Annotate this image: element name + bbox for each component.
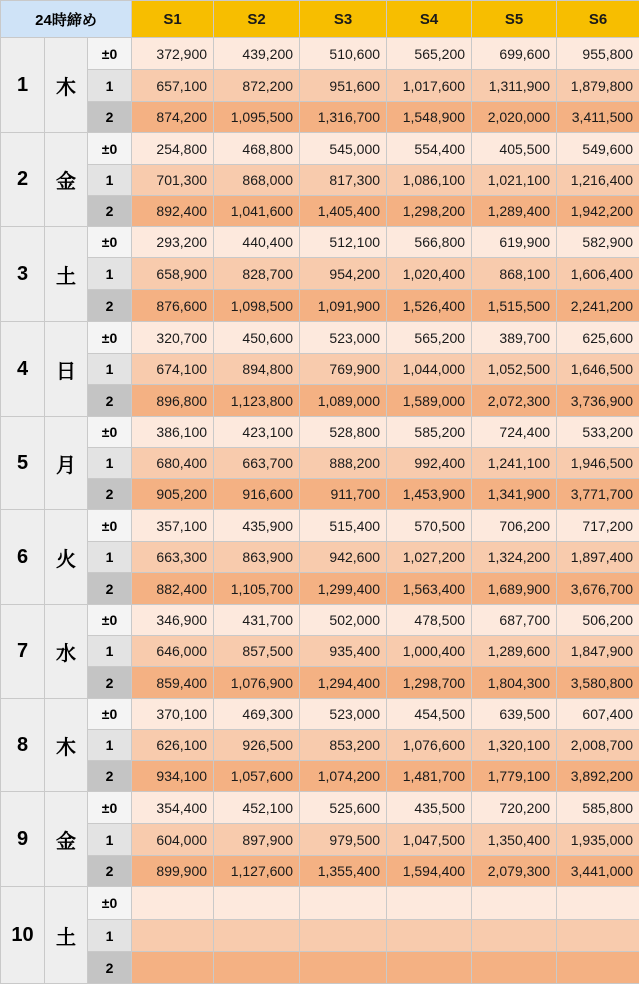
- table-row: [1, 417, 639, 448]
- level-label: ±0: [88, 133, 132, 165]
- value-cell: 717,200: [557, 510, 639, 542]
- value-cell: 868,000: [214, 165, 300, 196]
- level-label: 2: [88, 385, 132, 417]
- value-cell: 706,200: [472, 510, 557, 542]
- value-cell: 724,400: [472, 417, 557, 448]
- header-row: [1, 1, 639, 38]
- weekday-label: 水: [45, 605, 88, 699]
- value-cell: [214, 920, 300, 952]
- level-label: ±0: [88, 510, 132, 542]
- value-cell: 646,000: [132, 636, 214, 667]
- corner-label: 24時締め: [1, 1, 132, 38]
- column-header: S2: [214, 1, 300, 38]
- value-cell: [557, 887, 639, 920]
- value-cell: 1,350,400: [472, 824, 557, 856]
- value-cell: 1,316,700: [300, 102, 387, 133]
- value-cell: 2,241,200: [557, 290, 639, 322]
- table-row: [1, 887, 639, 920]
- value-cell: 1,779,100: [472, 761, 557, 792]
- value-cell: 254,800: [132, 133, 214, 165]
- table-row: [1, 542, 639, 573]
- value-cell: 1,086,100: [387, 165, 472, 196]
- value-cell: 1,324,200: [472, 542, 557, 573]
- value-cell: 1,879,800: [557, 70, 639, 102]
- value-cell: 1,076,900: [214, 667, 300, 699]
- value-cell: 1,017,600: [387, 70, 472, 102]
- value-cell: 626,100: [132, 730, 214, 761]
- value-cell: 1,606,400: [557, 258, 639, 290]
- table-row: [1, 38, 639, 70]
- value-cell: 863,900: [214, 542, 300, 573]
- value-cell: 769,900: [300, 354, 387, 385]
- value-cell: 1,946,500: [557, 448, 639, 479]
- value-cell: 1,563,400: [387, 573, 472, 605]
- value-cell: 876,600: [132, 290, 214, 322]
- day-number: 3: [1, 227, 45, 322]
- day-number: 8: [1, 699, 45, 792]
- value-cell: 2,072,300: [472, 385, 557, 417]
- value-cell: [557, 920, 639, 952]
- value-cell: [387, 952, 472, 984]
- table-row: [1, 510, 639, 542]
- value-cell: 3,411,500: [557, 102, 639, 133]
- value-cell: 955,800: [557, 38, 639, 70]
- level-label: 2: [88, 290, 132, 322]
- value-cell: 896,800: [132, 385, 214, 417]
- value-cell: 658,900: [132, 258, 214, 290]
- value-cell: [300, 952, 387, 984]
- table-row: [1, 165, 639, 196]
- weekday-label: 火: [45, 510, 88, 605]
- value-cell: 1,298,200: [387, 196, 472, 227]
- value-cell: 1,047,500: [387, 824, 472, 856]
- level-label: 2: [88, 952, 132, 984]
- value-cell: [387, 887, 472, 920]
- value-cell: 354,400: [132, 792, 214, 824]
- value-cell: 954,200: [300, 258, 387, 290]
- weekday-label: 土: [45, 887, 88, 984]
- value-cell: [557, 952, 639, 984]
- value-cell: 1,515,500: [472, 290, 557, 322]
- value-cell: 888,200: [300, 448, 387, 479]
- value-cell: 469,300: [214, 699, 300, 730]
- value-cell: 3,892,200: [557, 761, 639, 792]
- level-label: 1: [88, 165, 132, 196]
- table-row: [1, 699, 639, 730]
- value-cell: 663,700: [214, 448, 300, 479]
- value-cell: 435,900: [214, 510, 300, 542]
- value-cell: 1,689,900: [472, 573, 557, 605]
- value-cell: 619,900: [472, 227, 557, 258]
- value-cell: 625,600: [557, 322, 639, 354]
- level-label: ±0: [88, 322, 132, 354]
- value-cell: 1,105,700: [214, 573, 300, 605]
- table-row: [1, 70, 639, 102]
- day-number: 2: [1, 133, 45, 227]
- value-cell: 549,600: [557, 133, 639, 165]
- value-cell: 1,897,400: [557, 542, 639, 573]
- value-cell: 992,400: [387, 448, 472, 479]
- level-label: 2: [88, 479, 132, 510]
- value-cell: 1,298,700: [387, 667, 472, 699]
- value-cell: 868,100: [472, 258, 557, 290]
- table-row: [1, 227, 639, 258]
- value-cell: 1,589,000: [387, 385, 472, 417]
- value-cell: 440,400: [214, 227, 300, 258]
- value-cell: 454,500: [387, 699, 472, 730]
- value-cell: 2,008,700: [557, 730, 639, 761]
- value-cell: 1,481,700: [387, 761, 472, 792]
- value-cell: 566,800: [387, 227, 472, 258]
- value-cell: 1,091,900: [300, 290, 387, 322]
- value-cell: 439,200: [214, 38, 300, 70]
- value-cell: 386,100: [132, 417, 214, 448]
- column-header: S3: [300, 1, 387, 38]
- value-cell: 452,100: [214, 792, 300, 824]
- value-cell: 899,900: [132, 856, 214, 887]
- value-cell: 680,400: [132, 448, 214, 479]
- value-cell: 478,500: [387, 605, 472, 636]
- level-label: ±0: [88, 699, 132, 730]
- value-cell: 1,241,100: [472, 448, 557, 479]
- level-label: ±0: [88, 792, 132, 824]
- value-cell: 720,200: [472, 792, 557, 824]
- value-cell: [472, 952, 557, 984]
- table-row: [1, 448, 639, 479]
- value-cell: 1,942,200: [557, 196, 639, 227]
- value-cell: 604,000: [132, 824, 214, 856]
- level-label: ±0: [88, 417, 132, 448]
- value-cell: 911,700: [300, 479, 387, 510]
- value-cell: 423,100: [214, 417, 300, 448]
- weekday-label: 金: [45, 133, 88, 227]
- value-cell: 1,935,000: [557, 824, 639, 856]
- value-cell: 3,736,900: [557, 385, 639, 417]
- table-row: [1, 605, 639, 636]
- value-cell: 934,100: [132, 761, 214, 792]
- value-cell: 1,311,900: [472, 70, 557, 102]
- value-cell: 1,020,400: [387, 258, 472, 290]
- table-row: [1, 573, 639, 605]
- value-cell: 607,400: [557, 699, 639, 730]
- table-row: [1, 258, 639, 290]
- day-number: 9: [1, 792, 45, 887]
- level-label: 1: [88, 730, 132, 761]
- value-cell: 882,400: [132, 573, 214, 605]
- value-cell: 1,021,100: [472, 165, 557, 196]
- value-cell: 1,594,400: [387, 856, 472, 887]
- weekday-label: 金: [45, 792, 88, 887]
- level-label: 2: [88, 102, 132, 133]
- value-cell: 515,400: [300, 510, 387, 542]
- value-cell: 1,095,500: [214, 102, 300, 133]
- value-cell: 951,600: [300, 70, 387, 102]
- value-cell: 523,000: [300, 699, 387, 730]
- table-row: [1, 952, 639, 984]
- table-row: [1, 322, 639, 354]
- value-cell: 3,676,700: [557, 573, 639, 605]
- table-row: [1, 856, 639, 887]
- value-cell: 2,079,300: [472, 856, 557, 887]
- table-row: [1, 636, 639, 667]
- value-cell: 663,300: [132, 542, 214, 573]
- weekday-label: 木: [45, 38, 88, 133]
- day-number: 4: [1, 322, 45, 417]
- value-cell: 346,900: [132, 605, 214, 636]
- value-cell: 894,800: [214, 354, 300, 385]
- value-cell: 1,057,600: [214, 761, 300, 792]
- table-row: [1, 196, 639, 227]
- value-cell: 468,800: [214, 133, 300, 165]
- value-cell: 1,548,900: [387, 102, 472, 133]
- value-cell: [300, 887, 387, 920]
- value-cell: 370,100: [132, 699, 214, 730]
- level-label: 1: [88, 448, 132, 479]
- weekday-label: 土: [45, 227, 88, 322]
- value-cell: 372,900: [132, 38, 214, 70]
- value-cell: 3,771,700: [557, 479, 639, 510]
- value-cell: 1,646,500: [557, 354, 639, 385]
- column-header: S6: [557, 1, 639, 38]
- value-cell: 1,847,900: [557, 636, 639, 667]
- value-cell: 1,299,400: [300, 573, 387, 605]
- table-body: [1, 38, 639, 984]
- table-row: [1, 133, 639, 165]
- value-cell: 389,700: [472, 322, 557, 354]
- level-label: 2: [88, 761, 132, 792]
- value-cell: 554,400: [387, 133, 472, 165]
- value-cell: 853,200: [300, 730, 387, 761]
- value-cell: 674,100: [132, 354, 214, 385]
- value-cell: [300, 920, 387, 952]
- level-label: 1: [88, 920, 132, 952]
- value-cell: 874,200: [132, 102, 214, 133]
- value-cell: 1,405,400: [300, 196, 387, 227]
- value-cell: 320,700: [132, 322, 214, 354]
- value-cell: 979,500: [300, 824, 387, 856]
- table-row: [1, 792, 639, 824]
- day-number: 6: [1, 510, 45, 605]
- value-cell: 510,600: [300, 38, 387, 70]
- value-cell: 405,500: [472, 133, 557, 165]
- level-label: 1: [88, 824, 132, 856]
- table-row: [1, 102, 639, 133]
- level-label: 1: [88, 258, 132, 290]
- value-cell: 1,453,900: [387, 479, 472, 510]
- day-number: 1: [1, 38, 45, 133]
- level-label: 1: [88, 636, 132, 667]
- value-cell: 1,355,400: [300, 856, 387, 887]
- day-number: 7: [1, 605, 45, 699]
- value-cell: 897,900: [214, 824, 300, 856]
- table-row: [1, 385, 639, 417]
- table-row: [1, 730, 639, 761]
- value-cell: [387, 920, 472, 952]
- value-cell: 545,000: [300, 133, 387, 165]
- value-cell: 1,804,300: [472, 667, 557, 699]
- weekday-label: 月: [45, 417, 88, 510]
- value-cell: 857,500: [214, 636, 300, 667]
- level-label: ±0: [88, 38, 132, 70]
- table-row: [1, 824, 639, 856]
- value-cell: 1,294,400: [300, 667, 387, 699]
- column-header: S5: [472, 1, 557, 38]
- value-cell: 1,320,100: [472, 730, 557, 761]
- value-cell: 570,500: [387, 510, 472, 542]
- level-label: 1: [88, 70, 132, 102]
- value-cell: 2,020,000: [472, 102, 557, 133]
- table-row: [1, 667, 639, 699]
- day-number: 5: [1, 417, 45, 510]
- value-cell: 1,289,600: [472, 636, 557, 667]
- value-cell: 935,400: [300, 636, 387, 667]
- value-cell: 528,800: [300, 417, 387, 448]
- value-cell: 1,289,400: [472, 196, 557, 227]
- value-cell: [132, 952, 214, 984]
- value-cell: 639,500: [472, 699, 557, 730]
- value-cell: 523,000: [300, 322, 387, 354]
- value-cell: 859,400: [132, 667, 214, 699]
- value-cell: 657,100: [132, 70, 214, 102]
- column-header: S4: [387, 1, 472, 38]
- value-cell: 512,100: [300, 227, 387, 258]
- level-label: 2: [88, 667, 132, 699]
- value-cell: 565,200: [387, 38, 472, 70]
- value-cell: 1,127,600: [214, 856, 300, 887]
- value-cell: 872,200: [214, 70, 300, 102]
- value-cell: 1,098,500: [214, 290, 300, 322]
- day-number: 10: [1, 887, 45, 984]
- value-cell: 3,580,800: [557, 667, 639, 699]
- value-cell: 926,500: [214, 730, 300, 761]
- value-cell: 1,041,600: [214, 196, 300, 227]
- value-cell: [472, 920, 557, 952]
- value-cell: [472, 887, 557, 920]
- value-cell: 525,600: [300, 792, 387, 824]
- level-label: 2: [88, 856, 132, 887]
- value-cell: 828,700: [214, 258, 300, 290]
- level-label: ±0: [88, 887, 132, 920]
- table-row: [1, 761, 639, 792]
- table-row: [1, 920, 639, 952]
- value-cell: 435,500: [387, 792, 472, 824]
- value-cell: 1,089,000: [300, 385, 387, 417]
- value-cell: 942,600: [300, 542, 387, 573]
- value-cell: 533,200: [557, 417, 639, 448]
- weekday-label: 日: [45, 322, 88, 417]
- level-label: ±0: [88, 605, 132, 636]
- value-cell: 1,074,200: [300, 761, 387, 792]
- value-cell: 585,200: [387, 417, 472, 448]
- value-cell: [214, 952, 300, 984]
- value-cell: 701,300: [132, 165, 214, 196]
- table-row: [1, 354, 639, 385]
- table-row: [1, 290, 639, 322]
- value-cell: 1,216,400: [557, 165, 639, 196]
- value-cell: 905,200: [132, 479, 214, 510]
- level-label: 2: [88, 573, 132, 605]
- column-header: S1: [132, 1, 214, 38]
- value-cell: [132, 920, 214, 952]
- value-cell: [132, 887, 214, 920]
- value-cell: 431,700: [214, 605, 300, 636]
- value-cell: 1,526,400: [387, 290, 472, 322]
- value-cell: 1,341,900: [472, 479, 557, 510]
- value-cell: 502,000: [300, 605, 387, 636]
- value-cell: 450,600: [214, 322, 300, 354]
- value-cell: 1,052,500: [472, 354, 557, 385]
- weekday-label: 木: [45, 699, 88, 792]
- value-cell: 1,027,200: [387, 542, 472, 573]
- value-cell: 506,200: [557, 605, 639, 636]
- value-cell: 582,900: [557, 227, 639, 258]
- level-label: ±0: [88, 227, 132, 258]
- level-label: 1: [88, 542, 132, 573]
- value-cell: 1,044,000: [387, 354, 472, 385]
- value-cell: 357,100: [132, 510, 214, 542]
- value-cell: 293,200: [132, 227, 214, 258]
- table-row: [1, 479, 639, 510]
- value-cell: 565,200: [387, 322, 472, 354]
- value-cell: 1,076,600: [387, 730, 472, 761]
- value-cell: 687,700: [472, 605, 557, 636]
- level-label: 2: [88, 196, 132, 227]
- value-cell: [214, 887, 300, 920]
- value-cell: 1,123,800: [214, 385, 300, 417]
- value-cell: 699,600: [472, 38, 557, 70]
- level-label: 1: [88, 354, 132, 385]
- value-cell: 1,000,400: [387, 636, 472, 667]
- value-cell: 817,300: [300, 165, 387, 196]
- value-cell: 916,600: [214, 479, 300, 510]
- value-cell: 3,441,000: [557, 856, 639, 887]
- value-cell: 892,400: [132, 196, 214, 227]
- value-cell: 585,800: [557, 792, 639, 824]
